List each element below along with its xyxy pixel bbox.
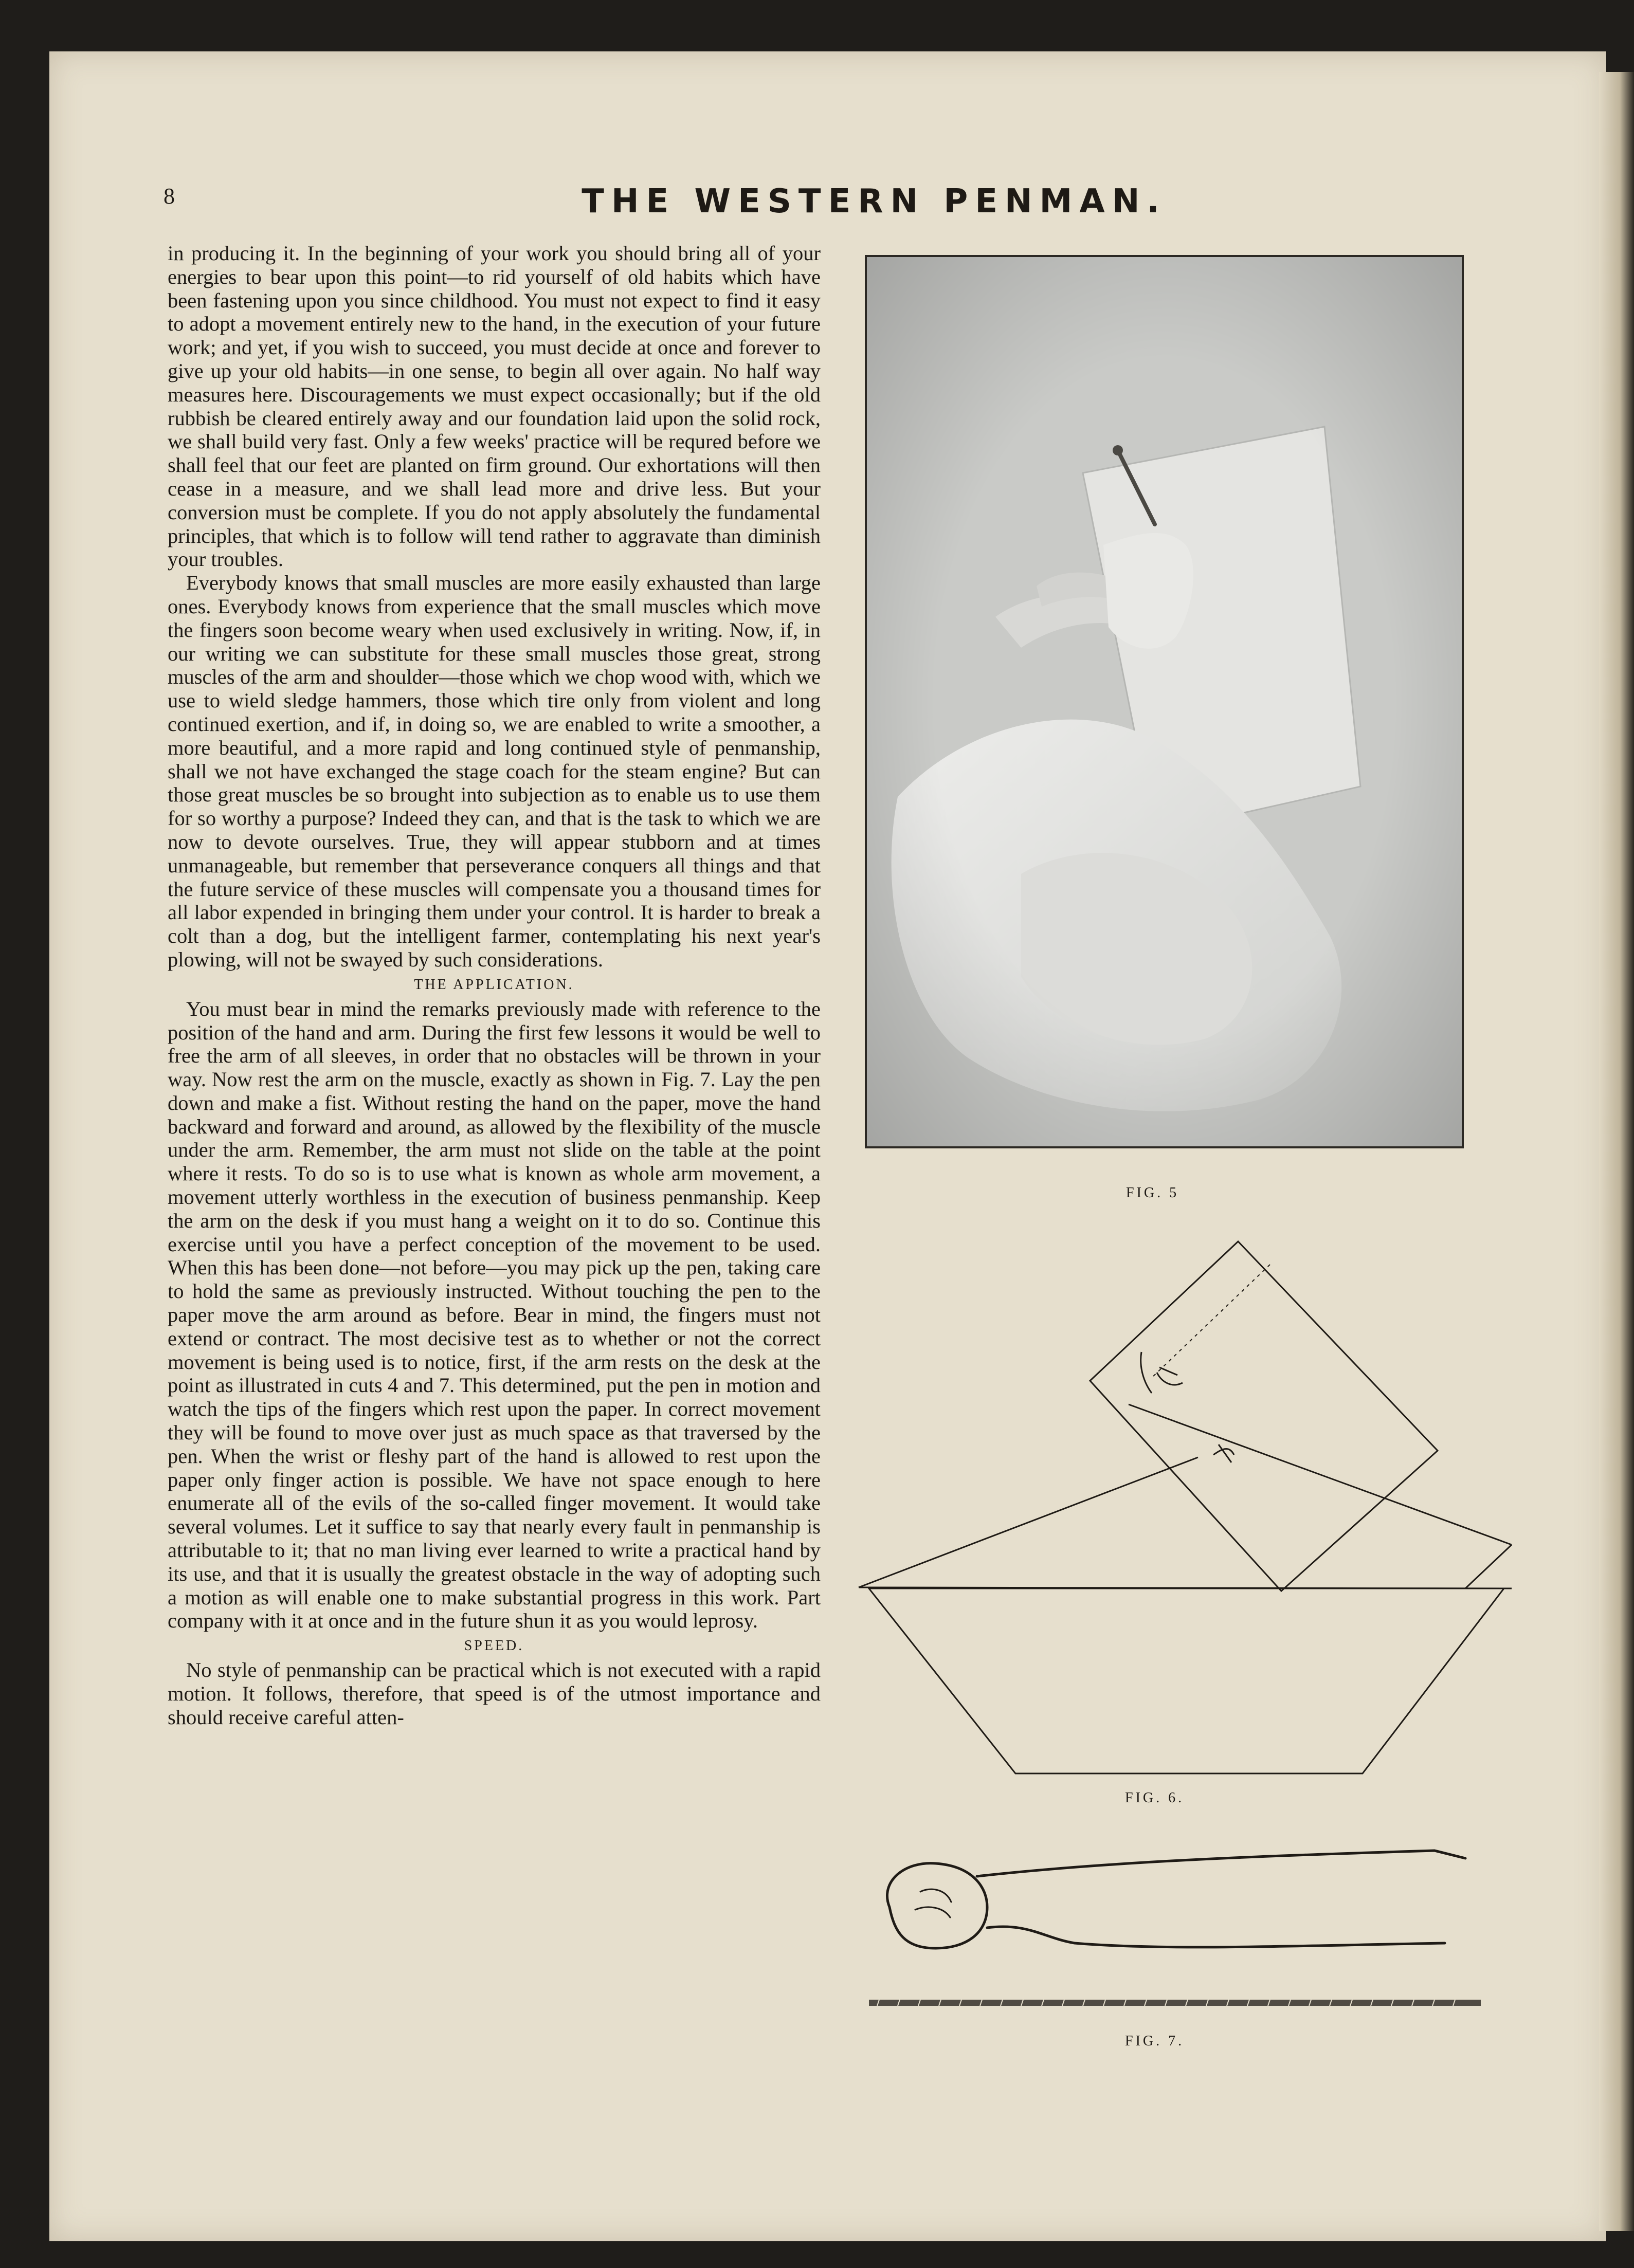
fig5-photograph <box>865 255 1464 1148</box>
arm-line-lower <box>1129 1404 1512 1545</box>
paragraph: Everybody knows that small muscles are more easily exhausted than large ones. Everybody knows from experience that the small muscles which move the fingers soon become weary when used exclusively in writing. Now, if, in our writing we can substitute for these small muscles those great, strong muscles of the arm and shoulder—those which we chop wood with, which we use to wield sledge hammers, those which tire only from violent and long continued exertion, and if, in doing so, we are enabled to write a smoother, a more beautiful, and a more rapid and long continued style of penmanship, shall we not have exchanged the stage coach for the steam engine? But can those great muscles be so brought into subjection as to enable us to use them for so worthy a purpose? Indeed they can, and that is the task to which we are now to devote ourselves. True, they will appear stubborn and at times unmanageable, but remember that perseverance conquers all things and that the future service of these muscles will compensate you a thousand times for all labor expended in bringing them under your control. It is harder to break a colt than a dog, but the intelligent farmer, contemplating his next year's plowing, will not be swayed by such considerations. <box>168 571 821 971</box>
fig6-diagram <box>843 1229 1522 1784</box>
fig5-caption: FIG. 5 <box>1126 1185 1179 1201</box>
hand-arm-photo-illustration <box>867 257 1462 1146</box>
fist-outline <box>887 1863 987 1948</box>
running-head: THE WESTERN PENMAN. <box>582 182 1167 221</box>
paragraph: in producing it. In the beginning of your work you should bring all of your energies to bear upon this point—to rid yourself of old habits which have been fastening upon you since childhood. You must not expect to find it easy to adopt a movement entirely new to the hand, in the execution of your future work; and yet, if you wish to succeed, you must decide at once and forever to give up your old habits—in one sense, to begin all over again. No half way measures here. Discouragements we must expect occasionally; but if the old rubbish be cleared entirely away and our foundation laid upon the solid rock, we shall build very fast. Only a few weeks' practice will be requred before we shall feel that our feet are planted on firm ground. Our exhortations will then cease in a measure, and we shall lead more and drive less. But your conversion must be complete. If you do not apply absolutely the fundamental principles, that which is to follow will tend rather to aggravate than diminish your troubles. <box>168 242 821 571</box>
forearm-lower-edge <box>987 1927 1445 1947</box>
tilted-paper-outline <box>1090 1241 1438 1591</box>
page-number: 8 <box>164 184 175 209</box>
book-spine <box>1599 72 1634 2231</box>
section-heading-speed: SPEED. <box>464 1638 524 1654</box>
desk-outline <box>869 1588 1504 1773</box>
hand-mark-lower <box>1213 1444 1234 1462</box>
article-column <box>168 242 821 2082</box>
hand-mark-upper <box>1157 1367 1183 1385</box>
fig7-arm-drawing <box>859 1840 1491 2025</box>
arm-line-upper <box>859 1457 1198 1587</box>
paragraph: You must bear in mind the remarks previously made with reference to the position of the hand and arm. During the first few lessons it would be well to free the arm of all sleeves, in order that no obstacles will be thrown in your way. Now rest the arm on the muscle, exactly as shown in Fig. 7. Lay the pen down and make a fist. Without resting the hand on the paper, move the hand backward and forward and around, as allowed by the flexibility of the muscle under the arm. Remember, the arm must not slide on the table at the point where it rests. To do so is to use what is known as whole arm movement, a movement utterly worthless in the execution of business penmanship. Keep the arm on the desk if you must hang a weight on it to do so. Continue this exercise until you have a perfect conception of the movement to be used. When this has been done—not before—you may pick up the pen, taking care to hold the same as previously instructed. Without touching the pen to the paper move the arm around as before. Bear in mind, the fingers must not extend or contract. The most decisive test as to whether or not the correct movement is being used is to notice, first, if the arm rests on the desk at the point as illustrated in cuts 4 and 7. This determined, put the pen in motion and watch the tips of the fingers which rest upon the paper. In correct movement they will be found to move over just as much space as that traversed by the pen. When the wrist or fleshy part of the hand is allowed to rest upon the paper only finger action is possible. We have not space enough to here enumerate all of the evils of the so-called finger movement. It would take several volumes. Let it suffice to say that nearly every fault in penmanship is attributable to it; that no man living ever learned to write a practical hand by its use, and that it is usually the greatest obstacle in the way of adopting such a motion as will enable one to make substantial progress in this work. Part company with it at once and in the future shun it as you would leprosy. <box>168 997 821 1633</box>
finger-lines <box>915 1889 951 1917</box>
forearm-upper-edge <box>977 1851 1465 1876</box>
section-heading-application: THE APPLICATION. <box>414 976 574 993</box>
fig6-caption: FIG. 6. <box>1125 1790 1185 1806</box>
paragraph: No style of penmanship can be practical which is not executed with a rapid motion. It follows, therefore, that speed is of the utmost importance and should receive careful atten- <box>168 1658 821 1729</box>
fig7-caption: FIG. 7. <box>1125 2033 1185 2049</box>
arm-line-end <box>1465 1545 1512 1588</box>
pen-stroke-mark <box>1141 1352 1152 1393</box>
dotted-guide-line <box>1152 1265 1270 1378</box>
